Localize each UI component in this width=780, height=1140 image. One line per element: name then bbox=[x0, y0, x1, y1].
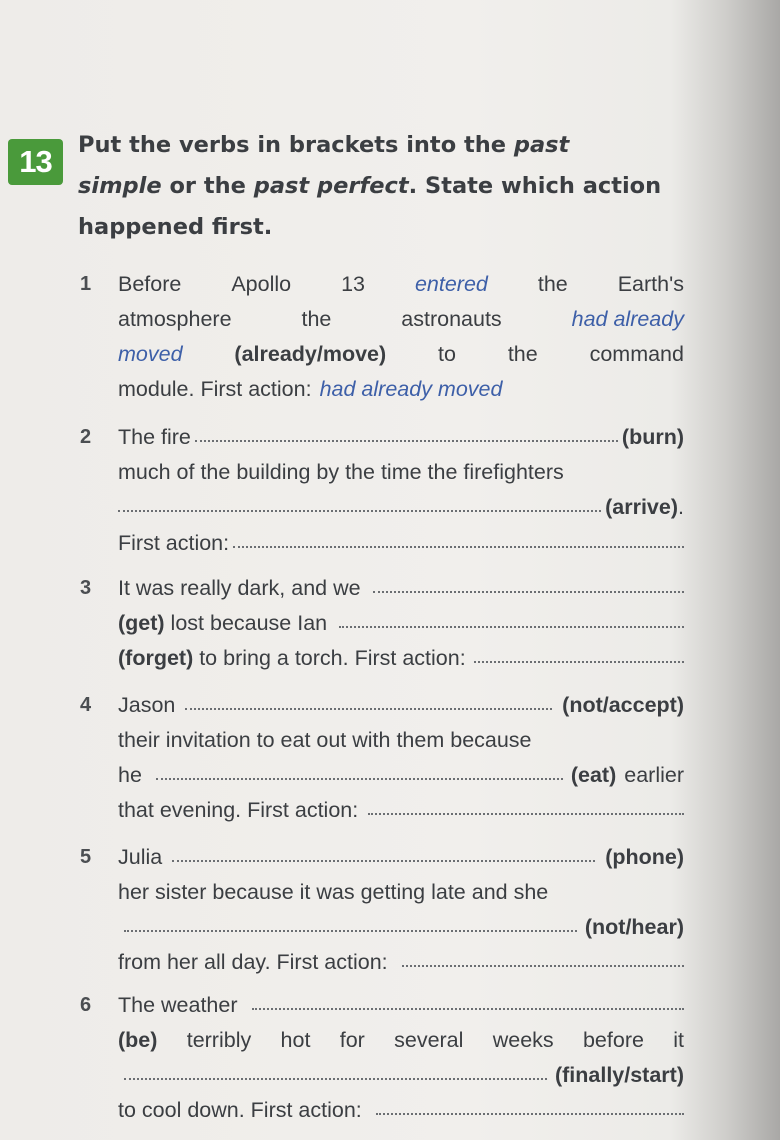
answer-blank[interactable] bbox=[339, 618, 684, 628]
item-line: their invitation to eat out with them because bbox=[118, 728, 532, 752]
item-number: 2 bbox=[80, 426, 92, 448]
verb-prompt: (phone) bbox=[605, 845, 684, 869]
item-line: (be) terribly hot for several weeks before it bbox=[118, 1023, 684, 1057]
exercise-instructions: Put the verbs in brackets into the past simple or the past perfect. State which action happened first. bbox=[78, 132, 662, 240]
answer-blank[interactable] bbox=[118, 502, 601, 512]
item-line bbox=[118, 1058, 684, 1092]
item-line: module. First action: had already moved bbox=[118, 372, 684, 406]
verb-prompt: (already/move) bbox=[234, 342, 387, 366]
verb-prompt: (not/accept) bbox=[562, 693, 684, 717]
item-line: Jason (not/accept) bbox=[118, 688, 684, 722]
item-line: Before Apollo 13 entered the Earth's bbox=[118, 267, 684, 301]
item-line: The fire (burn) bbox=[118, 420, 684, 454]
item-number: 6 bbox=[80, 994, 92, 1016]
verb-prompt: (burn) bbox=[621, 425, 684, 449]
filled-answer: moved bbox=[118, 342, 183, 366]
first-action-blank[interactable] bbox=[474, 653, 684, 663]
filled-answer: entered bbox=[414, 272, 488, 296]
item-number: 3 bbox=[80, 577, 92, 599]
item-line: First action: bbox=[118, 526, 684, 560]
first-action-answer: had already moved bbox=[319, 377, 503, 401]
exercise-number-badge: 13 bbox=[8, 139, 63, 185]
verb-prompt: (eat) bbox=[570, 763, 617, 787]
item-number: 4 bbox=[80, 694, 92, 716]
item-line: that evening. First action: bbox=[118, 793, 684, 827]
first-action-blank[interactable] bbox=[376, 1105, 684, 1115]
answer-blank[interactable] bbox=[124, 922, 577, 932]
answer-blank[interactable] bbox=[156, 770, 563, 780]
verb-prompt: (not/hear) bbox=[584, 915, 684, 939]
verb-prompt: (get) bbox=[118, 611, 165, 635]
item-line: Julia (phone) bbox=[118, 840, 684, 874]
answer-blank[interactable] bbox=[124, 1070, 547, 1080]
item-line: from her all day. First action: bbox=[118, 945, 684, 979]
answer-blank[interactable] bbox=[172, 852, 595, 862]
filled-answer: had already bbox=[571, 307, 684, 331]
answer-blank[interactable] bbox=[252, 1000, 684, 1010]
item-line: to cool down. First action: bbox=[118, 1093, 684, 1127]
answer-blank[interactable] bbox=[195, 432, 618, 442]
item-line: (get) lost because Ian bbox=[118, 606, 684, 640]
item-line: much of the building by the time the firefighters bbox=[118, 460, 564, 484]
item-line: moved (already/move) to the command bbox=[118, 337, 684, 371]
verb-prompt: (finally/start) bbox=[554, 1063, 684, 1087]
item-number: 5 bbox=[80, 846, 92, 868]
first-action-blank[interactable] bbox=[233, 538, 684, 548]
verb-prompt: (be) bbox=[118, 1028, 158, 1052]
first-action-blank[interactable] bbox=[402, 957, 684, 967]
item-line: atmosphere the astronauts had already bbox=[118, 302, 684, 336]
item-line: It was really dark, and we bbox=[118, 571, 684, 605]
answer-blank[interactable] bbox=[373, 583, 684, 593]
item-line: her sister because it was getting late and she bbox=[118, 880, 549, 904]
item-line bbox=[118, 910, 684, 944]
item-line: he (eat) earlier bbox=[118, 758, 684, 792]
verb-prompt: (arrive) bbox=[605, 495, 679, 519]
item-line: (forget) to bring a torch. First action: bbox=[118, 641, 684, 675]
answer-blank[interactable] bbox=[185, 700, 552, 710]
item-line: (arrive) . bbox=[118, 490, 684, 524]
verb-prompt: (forget) bbox=[118, 646, 194, 670]
first-action-blank[interactable] bbox=[368, 805, 684, 815]
item-line: The weather bbox=[118, 988, 684, 1022]
item-number: 1 bbox=[80, 273, 92, 295]
